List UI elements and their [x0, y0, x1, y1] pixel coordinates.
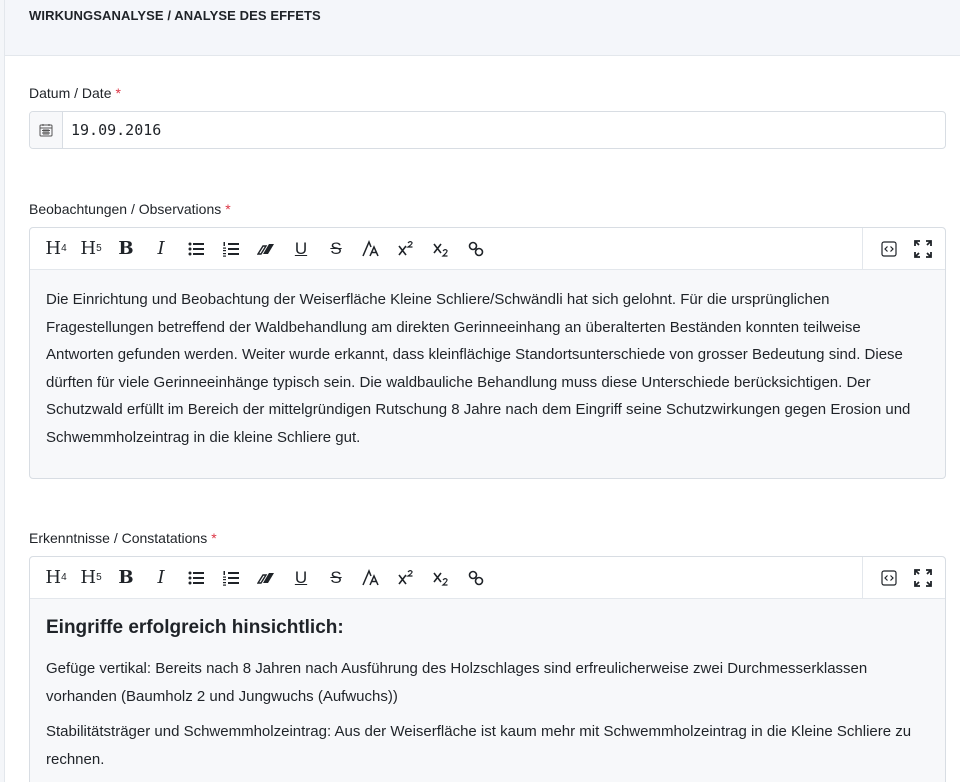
bold-button[interactable]: B [118, 238, 134, 259]
heading-4-sup: 4 [61, 572, 67, 583]
heading-4-glyph: H [45, 238, 62, 259]
font-size-icon[interactable] [359, 235, 383, 263]
editor-toolbar [30, 557, 945, 599]
date-input[interactable] [63, 112, 945, 148]
card-header [5, 0, 960, 56]
fullscreen-icon[interactable] [911, 235, 935, 263]
heading-5-sup: 5 [96, 243, 102, 254]
findings-label-text: Erkenntnisse / Constatations [29, 530, 208, 546]
observations-label-text: Beobachtungen / Observations [29, 201, 222, 217]
findings-content[interactable] [30, 599, 945, 773]
card-title: WIRKUNGSANALYSE / ANALYSE DES EFFETS [29, 8, 321, 23]
numbered-list-icon[interactable] [219, 564, 243, 592]
subscript-icon[interactable] [429, 564, 453, 592]
findings-heading: Eingriffe erfolgreich hinsichtlich: [46, 617, 344, 638]
numbered-list-icon[interactable] [219, 235, 243, 263]
font-size-icon[interactable] [359, 564, 383, 592]
heading-5-glyph: H [80, 567, 97, 588]
observations-text: Die Einrichtung und Beobachtung der Weiserfläche Kleine Schliere/Schwändli hat sich gelohnt. Für die ursprünglichen Fragestellungen betreffend der Waldbehandlung am direkten Gerinneeinhang an überalterten Beständen konnten teilweise Antworten gefunden werden. Weiter wurde erkannt, dass kleinflächige Standortsunterschiede von grosser Bedeutung sind. Diese dürften für viele Gerinneeinhänge typisch sein. Die waldbauliche Behandlung muss diese Unterschiede berücksichtigen. Der Schutzwald erfüllt im Bereich der mittelgründigen Rutschung 8 Jahre nach dem Eingriff seine Schutzwirkungen gegen Erosion und Schwemmholzeintrag in die kleine Schliere gut. [46, 291, 911, 446]
underline-button[interactable]: U [294, 567, 308, 587]
strikethrough-button[interactable]: S [330, 238, 342, 258]
code-view-icon[interactable] [877, 564, 901, 592]
code-view-icon[interactable] [877, 235, 901, 263]
heading-4-button[interactable] [44, 564, 68, 592]
heading-5-button[interactable] [79, 235, 103, 263]
eraser-icon[interactable] [254, 564, 278, 592]
italic-button[interactable]: I [157, 567, 165, 588]
analysis-card [4, 0, 960, 782]
heading-4-sup: 4 [61, 243, 67, 254]
observations-content[interactable] [30, 270, 945, 451]
observations-editor [29, 227, 946, 479]
required-marker: * [115, 85, 121, 101]
toolbar-right-group [862, 557, 945, 598]
italic-button[interactable]: I [157, 238, 165, 259]
bullet-list-icon[interactable] [184, 235, 208, 263]
findings-label [29, 530, 217, 546]
heading-5-sup: 5 [96, 572, 102, 583]
observations-label [29, 201, 231, 217]
heading-4-button[interactable] [44, 235, 68, 263]
findings-paragraph: Gefüge vertikal: Bereits nach 8 Jahren nach Ausführung des Holzschlages sind erfreulicherweise zwei Durchmesserklassen vorhanden (Baumholz 2 und Jungwuchs (Aufwuchs)) [46, 660, 868, 705]
subscript-icon[interactable] [429, 235, 453, 263]
findings-paragraph: Stabilitätsträger und Schwemmholzeintrag: Aus der Weiserfläche ist kaum mehr mit Schwemmholzeintrag in die Kleine Schliere zu rechnen. [46, 723, 912, 768]
date-label [29, 85, 121, 101]
required-marker: * [211, 530, 217, 546]
date-label-text: Datum / Date [29, 85, 112, 101]
fullscreen-icon[interactable] [911, 564, 935, 592]
bullet-list-icon[interactable] [184, 564, 208, 592]
heading-5-glyph: H [80, 238, 97, 259]
bold-button[interactable]: B [118, 567, 134, 588]
editor-toolbar [30, 228, 945, 270]
strikethrough-button[interactable]: S [330, 567, 342, 587]
superscript-icon[interactable] [394, 564, 418, 592]
findings-editor [29, 556, 946, 782]
toolbar-right-group [862, 228, 945, 269]
link-icon[interactable] [464, 235, 488, 263]
required-marker: * [225, 201, 231, 217]
calendar-icon[interactable] [30, 112, 63, 148]
link-icon[interactable] [464, 564, 488, 592]
heading-5-button[interactable] [79, 564, 103, 592]
date-input-group [29, 111, 946, 149]
underline-button[interactable]: U [294, 238, 308, 258]
superscript-icon[interactable] [394, 235, 418, 263]
eraser-icon[interactable] [254, 235, 278, 263]
heading-4-glyph: H [45, 567, 62, 588]
